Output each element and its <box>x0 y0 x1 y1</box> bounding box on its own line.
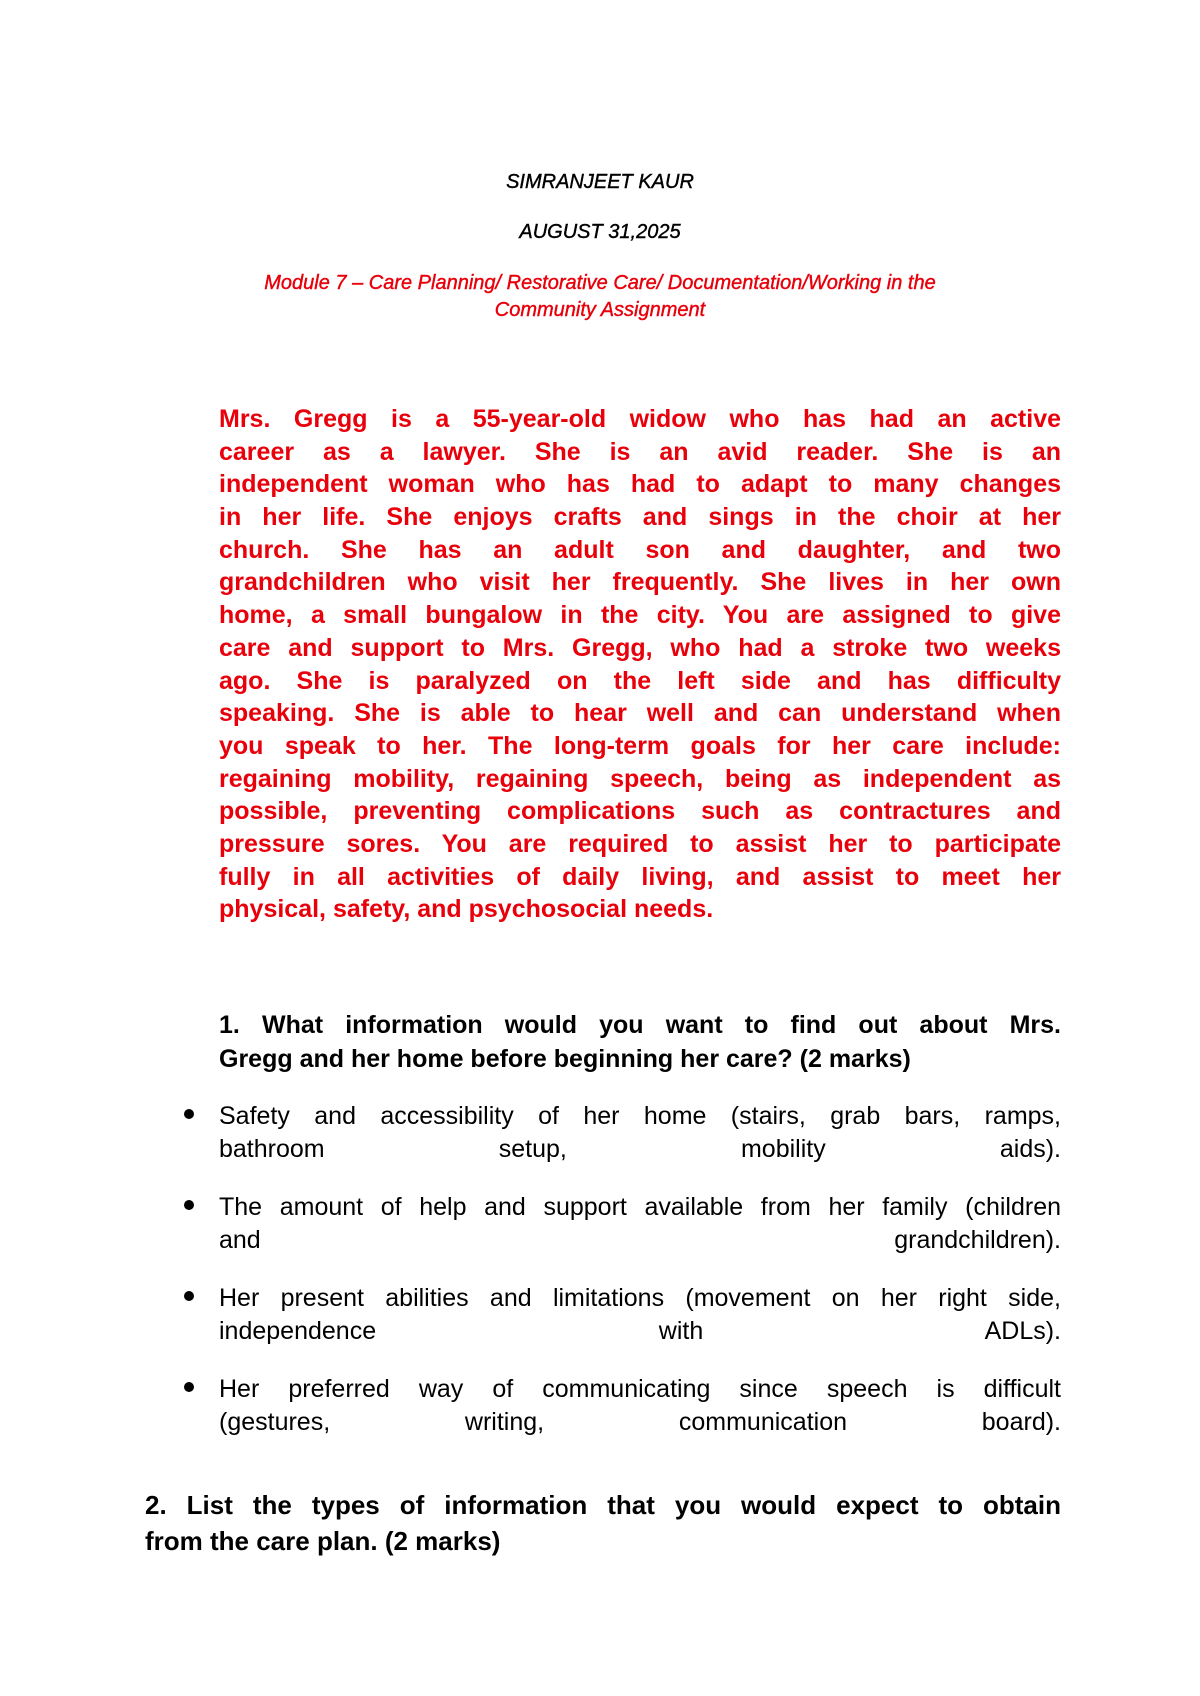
list-item <box>0 1282 1200 1373</box>
scenario-line: speaking. She is able to hear well and can understand when <box>219 699 1061 728</box>
scenario-line: grandchildren who visit her frequently. She lives in her own <box>219 568 1061 597</box>
scenario-line: church. She has an adult son and daughter, and two <box>219 535 1061 564</box>
answer-line: Safety and accessibility of her home (stairs, grab bars, ramps, <box>219 1102 1061 1130</box>
scenario-line: fully in all activities of daily living, and assist to meet her <box>219 862 1061 891</box>
question-1 <box>219 1008 1061 1076</box>
list-item <box>0 1373 1200 1464</box>
assignment-date: AUGUST 31,2025 <box>519 221 681 243</box>
module-title <box>0 270 1200 324</box>
answer-line: Her present abilities and limitations (movement on her right side, <box>219 1284 1061 1312</box>
answer-line: The amount of help and support available from her family (children <box>219 1193 1061 1221</box>
question-2 <box>145 1487 1061 1559</box>
scenario-line: pressure sores. You are required to assist her to participate <box>219 829 1061 858</box>
scenario-line: in her life. She enjoys crafts and sings in the choir at her <box>219 503 1061 532</box>
answer-line: bathroom setup, mobility aids). <box>219 1134 1061 1163</box>
question-line: 1. What information would you want to find out about Mrs. <box>219 1011 1061 1039</box>
module-title-line: Module 7 – Care Planning/ Restorative Care/ Documentation/Working in the <box>264 272 936 294</box>
answer-line: Her preferred way of communicating since speech is difficult <box>219 1375 1061 1403</box>
question-line: 2. List the types of information that you would expect to obtain <box>145 1490 1061 1520</box>
scenario-paragraph <box>219 403 1061 926</box>
answer-line: independence with ADLs). <box>219 1316 1061 1345</box>
question-line: Gregg and her home before beginning her care? (2 marks) <box>219 1045 911 1073</box>
question-line: from the care plan. (2 marks) <box>145 1526 501 1556</box>
scenario-line: physical, safety, and psychosocial needs. <box>219 895 714 924</box>
answer-line: (gestures, writing, communication board). <box>219 1407 1061 1436</box>
scenario-line: Mrs. Gregg is a 55-year-old widow who has had an active <box>219 405 1061 433</box>
scenario-line: care and support to Mrs. Gregg, who had a stroke two weeks <box>219 633 1061 662</box>
student-name: SIMRANJEET KAUR <box>506 171 694 193</box>
scenario-line: independent woman who has had to adapt to many changes <box>219 470 1061 499</box>
scenario-line: possible, preventing complications such as contractures and <box>219 797 1061 826</box>
answer-list <box>0 1100 1200 1464</box>
list-item <box>0 1100 1200 1191</box>
list-item <box>0 1191 1200 1282</box>
scenario-line: ago. She is paralyzed on the left side and has difficulty <box>219 666 1061 695</box>
scenario-line: career as a lawyer. She is an avid reader. She is an <box>219 437 1061 466</box>
module-title-line: Community Assignment <box>494 299 706 321</box>
bullet-icon <box>184 1200 194 1210</box>
bullet-icon <box>184 1109 194 1119</box>
scenario-line: home, a small bungalow in the city. You are assigned to give <box>219 601 1061 630</box>
bullet-icon <box>184 1291 194 1301</box>
scenario-line: you speak to her. The long-term goals for her care include: <box>219 731 1061 760</box>
bullet-icon <box>184 1382 194 1392</box>
answer-line: and grandchildren). <box>219 1225 1061 1254</box>
scenario-line: regaining mobility, regaining speech, being as independent as <box>219 764 1061 793</box>
